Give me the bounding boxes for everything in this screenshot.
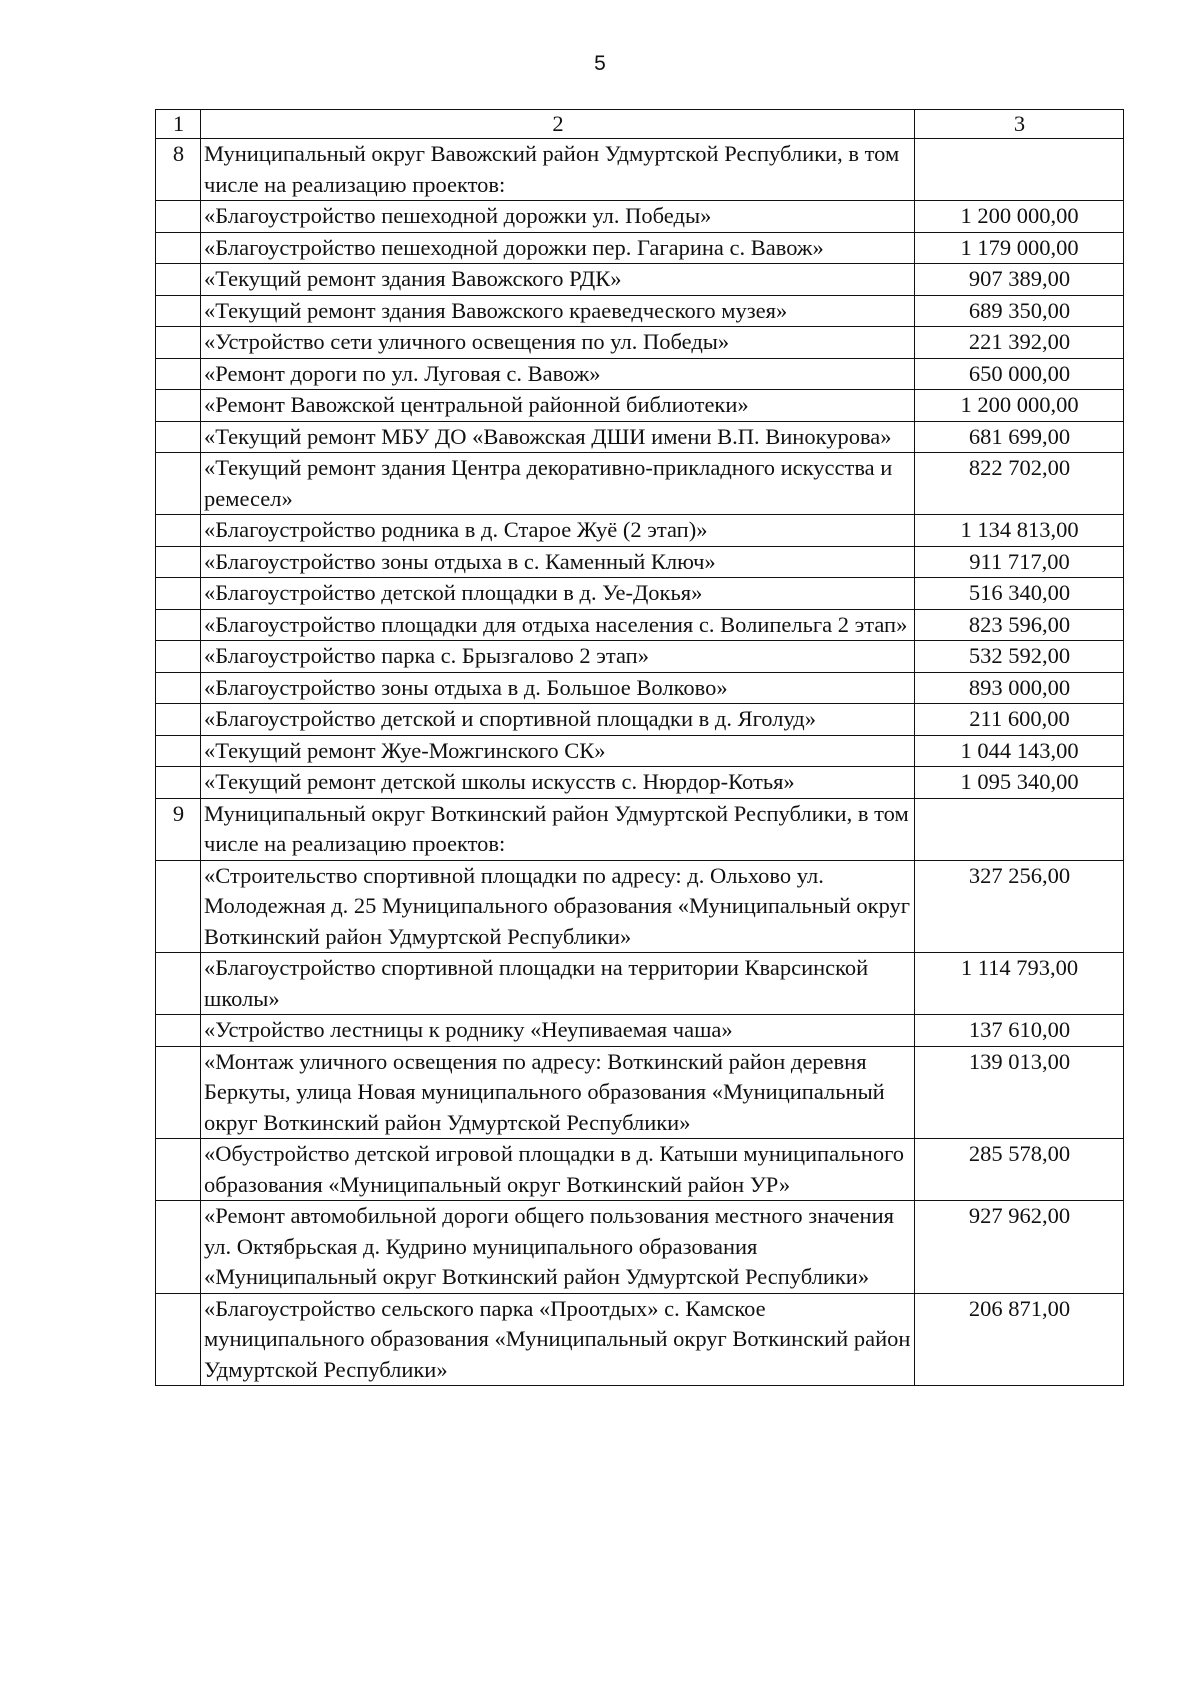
project-amount: 822 702,00 bbox=[915, 453, 1124, 515]
header-col-2: 2 bbox=[201, 110, 915, 139]
project-amount: 285 578,00 bbox=[915, 1139, 1124, 1201]
project-amount: 650 000,00 bbox=[915, 358, 1124, 390]
project-name: «Монтаж уличного освещения по адресу: Воткинский район деревня Беркуты, улица Новая муниципального образования «Муниципальный округ Воткинский район Удмуртской Республики» bbox=[201, 1046, 915, 1139]
row-number-empty bbox=[156, 641, 201, 673]
project-name: «Благоустройство детской площадки в д. Уе-Докья» bbox=[201, 578, 915, 610]
project-amount: 1 114 793,00 bbox=[915, 953, 1124, 1015]
project-amount: 532 592,00 bbox=[915, 641, 1124, 673]
section-title: Муниципальный округ Воткинский район Удмуртской Республики, в том числе на реализацию проектов: bbox=[201, 798, 915, 860]
table-body bbox=[156, 139, 1124, 1386]
project-name: «Благоустройство сельского парка «Проотдых» с. Камское муниципального образования «Муниципальный округ Воткинский район Удмуртской Республики» bbox=[201, 1293, 915, 1386]
row-number-empty bbox=[156, 609, 201, 641]
table-row bbox=[156, 953, 1124, 1015]
row-number-empty bbox=[156, 953, 201, 1015]
row-number-empty bbox=[156, 767, 201, 799]
project-name: «Текущий ремонт здания Центра декоративно-прикладного искусства и ремесел» bbox=[201, 453, 915, 515]
row-number-empty bbox=[156, 735, 201, 767]
row-number-empty bbox=[156, 264, 201, 296]
project-amount: 1 200 000,00 bbox=[915, 390, 1124, 422]
project-name: «Текущий ремонт здания Вавожского РДК» bbox=[201, 264, 915, 296]
section-amount-empty bbox=[915, 139, 1124, 201]
project-amount: 689 350,00 bbox=[915, 295, 1124, 327]
project-amount: 911 717,00 bbox=[915, 546, 1124, 578]
project-name: «Ремонт дороги по ул. Луговая с. Вавож» bbox=[201, 358, 915, 390]
row-number-empty bbox=[156, 1015, 201, 1047]
row-number-empty bbox=[156, 546, 201, 578]
table-row bbox=[156, 704, 1124, 736]
table-row bbox=[156, 1046, 1124, 1139]
table-row bbox=[156, 672, 1124, 704]
project-amount: 907 389,00 bbox=[915, 264, 1124, 296]
project-amount: 927 962,00 bbox=[915, 1201, 1124, 1294]
project-name: «Благоустройство площадки для отдыха населения с. Волипельга 2 этап» bbox=[201, 609, 915, 641]
row-number-empty bbox=[156, 1201, 201, 1294]
table-row bbox=[156, 546, 1124, 578]
row-number-empty bbox=[156, 704, 201, 736]
project-name: «Устройство сети уличного освещения по ул. Победы» bbox=[201, 327, 915, 359]
table-row bbox=[156, 860, 1124, 953]
row-number-empty bbox=[156, 672, 201, 704]
table-row bbox=[156, 515, 1124, 547]
section-title: Муниципальный округ Вавожский район Удмуртской Республики, в том числе на реализацию проектов: bbox=[201, 139, 915, 201]
project-name: «Текущий ремонт МБУ ДО «Вавожская ДШИ имени В.П. Винокурова» bbox=[201, 421, 915, 453]
project-amount: 139 013,00 bbox=[915, 1046, 1124, 1139]
project-name: «Благоустройство зоны отдыха в д. Большое Волково» bbox=[201, 672, 915, 704]
row-number-empty bbox=[156, 515, 201, 547]
table-row bbox=[156, 390, 1124, 422]
table-row bbox=[156, 453, 1124, 515]
row-number-empty bbox=[156, 1293, 201, 1386]
table-row bbox=[156, 327, 1124, 359]
project-amount: 1 179 000,00 bbox=[915, 232, 1124, 264]
project-amount: 516 340,00 bbox=[915, 578, 1124, 610]
project-name: «Текущий ремонт здания Вавожского краеведческого музея» bbox=[201, 295, 915, 327]
row-number-empty bbox=[156, 295, 201, 327]
project-name: «Ремонт Вавожской центральной районной библиотеки» bbox=[201, 390, 915, 422]
header-col-3: 3 bbox=[915, 110, 1124, 139]
project-amount: 1 200 000,00 bbox=[915, 201, 1124, 233]
project-amount: 221 392,00 bbox=[915, 327, 1124, 359]
row-number-empty bbox=[156, 421, 201, 453]
project-amount: 681 699,00 bbox=[915, 421, 1124, 453]
row-number-empty bbox=[156, 1139, 201, 1201]
funding-table bbox=[155, 109, 1124, 1386]
table-row bbox=[156, 735, 1124, 767]
section-number: 8 bbox=[156, 139, 201, 201]
row-number-empty bbox=[156, 201, 201, 233]
table-row bbox=[156, 641, 1124, 673]
project-name: «Текущий ремонт детской школы искусств с. Нюрдор-Котья» bbox=[201, 767, 915, 799]
section-number: 9 bbox=[156, 798, 201, 860]
table-header-row bbox=[156, 110, 1124, 139]
project-amount: 211 600,00 bbox=[915, 704, 1124, 736]
row-number-empty bbox=[156, 390, 201, 422]
table-row bbox=[156, 264, 1124, 296]
table-row bbox=[156, 1139, 1124, 1201]
row-number-empty bbox=[156, 860, 201, 953]
project-amount: 206 871,00 bbox=[915, 1293, 1124, 1386]
row-number-empty bbox=[156, 327, 201, 359]
table-row bbox=[156, 1293, 1124, 1386]
project-name: «Благоустройство спортивной площадки на территории Кварсинской школы» bbox=[201, 953, 915, 1015]
table-row bbox=[156, 1015, 1124, 1047]
row-number-empty bbox=[156, 578, 201, 610]
header-col-1: 1 bbox=[156, 110, 201, 139]
section-title-row bbox=[156, 798, 1124, 860]
project-amount: 823 596,00 bbox=[915, 609, 1124, 641]
table-row bbox=[156, 767, 1124, 799]
table-row bbox=[156, 358, 1124, 390]
project-amount: 327 256,00 bbox=[915, 860, 1124, 953]
project-amount: 137 610,00 bbox=[915, 1015, 1124, 1047]
row-number-empty bbox=[156, 232, 201, 264]
table-row bbox=[156, 295, 1124, 327]
project-name: «Благоустройство родника в д. Старое Жуё (2 этап)» bbox=[201, 515, 915, 547]
project-amount: 1 044 143,00 bbox=[915, 735, 1124, 767]
project-name: «Благоустройство зоны отдыха в с. Каменный Ключ» bbox=[201, 546, 915, 578]
project-amount: 1 095 340,00 bbox=[915, 767, 1124, 799]
row-number-empty bbox=[156, 453, 201, 515]
table-row bbox=[156, 421, 1124, 453]
project-name: «Благоустройство детской и спортивной площадки в д. Яголуд» bbox=[201, 704, 915, 736]
row-number-empty bbox=[156, 1046, 201, 1139]
project-amount: 1 134 813,00 bbox=[915, 515, 1124, 547]
project-name: «Обустройство детской игровой площадки в д. Катыши муниципального образования «Муниципальный округ Воткинский район УР» bbox=[201, 1139, 915, 1201]
table-row bbox=[156, 232, 1124, 264]
table-row bbox=[156, 1201, 1124, 1294]
project-amount: 893 000,00 bbox=[915, 672, 1124, 704]
page-number: 5 bbox=[594, 52, 606, 75]
project-name: «Строительство спортивной площадки по адресу: д. Ольхово ул. Молодежная д. 25 Муниципального образования «Муниципальный округ Воткинский район Удмуртской Республики» bbox=[201, 860, 915, 953]
project-name: «Благоустройство пешеходной дорожки пер. Гагарина с. Вавож» bbox=[201, 232, 915, 264]
table-row bbox=[156, 578, 1124, 610]
project-name: «Текущий ремонт Жуе-Можгинского СК» bbox=[201, 735, 915, 767]
row-number-empty bbox=[156, 358, 201, 390]
project-name: «Благоустройство пешеходной дорожки ул. Победы» bbox=[201, 201, 915, 233]
project-name: «Ремонт автомобильной дороги общего пользования местного значения ул. Октябрьская д. Кудрино муниципального образования «Муниципальный округ Воткинский район Удмуртской Республики» bbox=[201, 1201, 915, 1294]
project-name: «Устройство лестницы к роднику «Неупиваемая чаша» bbox=[201, 1015, 915, 1047]
table-row bbox=[156, 201, 1124, 233]
project-name: «Благоустройство парка с. Брызгалово 2 этап» bbox=[201, 641, 915, 673]
section-title-row bbox=[156, 139, 1124, 201]
table-row bbox=[156, 609, 1124, 641]
section-amount-empty bbox=[915, 798, 1124, 860]
